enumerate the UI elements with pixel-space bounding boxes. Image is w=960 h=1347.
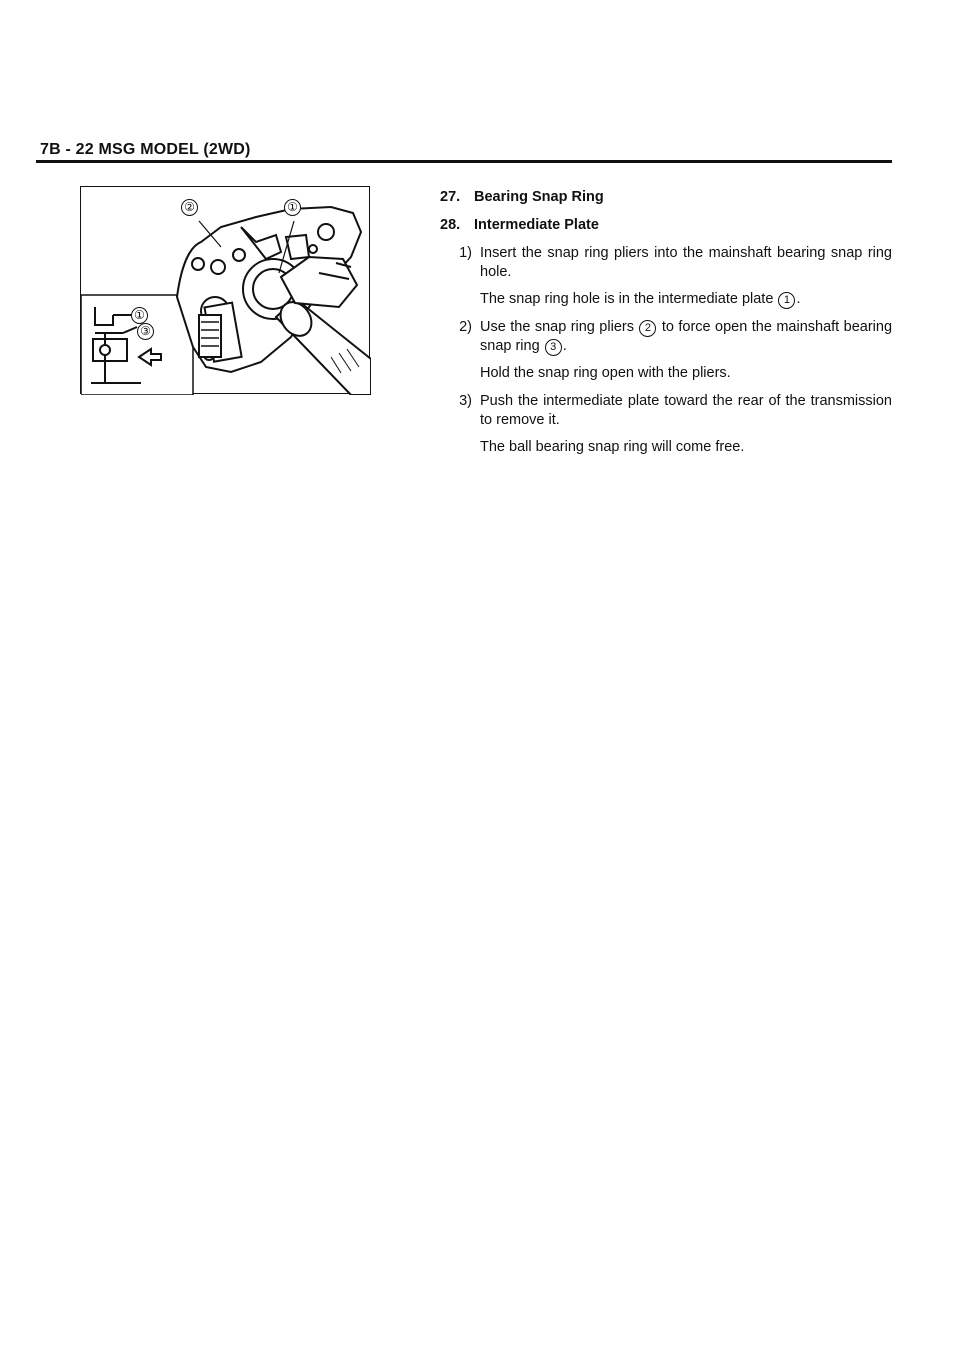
heading-number: 27. bbox=[440, 189, 461, 205]
step-1 bbox=[440, 244, 900, 282]
step-number: 3) bbox=[459, 393, 472, 409]
step-2-note: Hold the snap ring open with the pliers. bbox=[480, 365, 731, 381]
step-number: 1) bbox=[459, 245, 472, 261]
step-1-note bbox=[480, 290, 892, 309]
transmission-figure bbox=[80, 186, 370, 394]
heading-bearing-snap-ring bbox=[440, 188, 900, 207]
ref-circle: 2 bbox=[639, 320, 656, 337]
heading-text: Intermediate Plate bbox=[474, 217, 599, 233]
callout-3-inset: ③ bbox=[137, 323, 154, 340]
instruction-content bbox=[440, 188, 900, 457]
heading-number: 28. bbox=[440, 217, 461, 233]
step-number: 2) bbox=[459, 319, 472, 335]
header-rule bbox=[36, 160, 892, 163]
step-text-part: Use the snap ring pliers bbox=[480, 319, 634, 335]
step-text-end: . bbox=[562, 338, 567, 354]
page-header: 7B - 22 MSG MODEL (2WD) bbox=[40, 141, 251, 158]
step-3 bbox=[440, 392, 900, 430]
note-text: The snap ring hole is in the intermediate plate bbox=[480, 291, 774, 307]
callout-2-main: ② bbox=[181, 199, 198, 216]
callout-1-inset: ① bbox=[131, 307, 148, 324]
ref-circle: 1 bbox=[778, 292, 795, 309]
step-3-note: The ball bearing snap ring will come free. bbox=[480, 439, 745, 455]
note-text-end: . bbox=[796, 291, 801, 307]
transmission-illustration bbox=[81, 187, 371, 395]
step-text: Insert the snap ring pliers into the mainshaft bearing snap ring hole. bbox=[480, 245, 892, 280]
step-text-part: to force open the mainshaft bearing snap ring bbox=[480, 319, 893, 354]
heading-intermediate-plate bbox=[440, 216, 900, 235]
step-2 bbox=[440, 318, 900, 356]
ref-circle: 3 bbox=[545, 339, 562, 356]
step-text bbox=[480, 318, 892, 356]
heading-text: Bearing Snap Ring bbox=[474, 189, 604, 205]
callout-1-main: ① bbox=[284, 199, 301, 216]
step-text: Push the intermediate plate toward the rear of the transmission to remove it. bbox=[480, 393, 892, 428]
